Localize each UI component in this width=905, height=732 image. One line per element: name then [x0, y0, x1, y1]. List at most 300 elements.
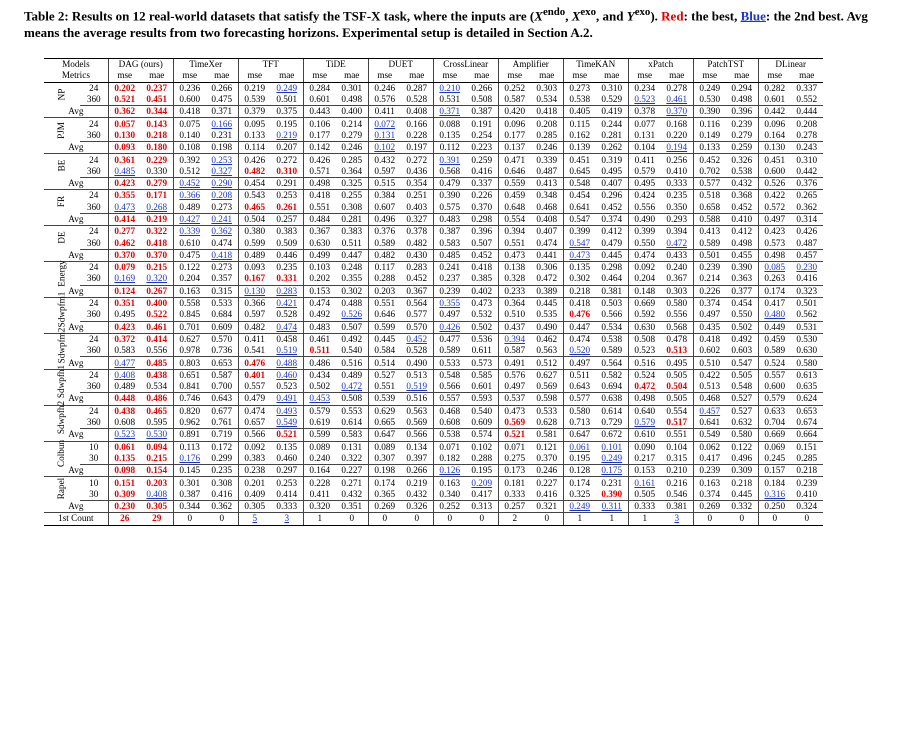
- metric-value: 0.157: [758, 465, 791, 477]
- metric-value: 0.269: [693, 500, 726, 512]
- metric-value: 0.568: [433, 166, 466, 178]
- metric-value: 0.845: [173, 309, 206, 321]
- metric-value: 0.571: [303, 166, 336, 178]
- metric-value: 0.532: [466, 309, 499, 321]
- metric-value: 0.646: [498, 166, 531, 178]
- metric-value: 0.603: [726, 345, 759, 357]
- metric-value: 0.340: [433, 489, 466, 501]
- metric-value: 0.376: [791, 177, 823, 189]
- metric-value: 0.513: [693, 381, 726, 393]
- horizon-row: [44, 190, 823, 202]
- metric-value: 0.410: [726, 213, 759, 225]
- metric-header-mse: mse: [498, 70, 531, 82]
- metric-value: 0.215: [146, 262, 168, 273]
- metric-value: 0.288: [466, 453, 499, 465]
- metric-value: 0.504: [661, 381, 694, 393]
- avg-row: [44, 429, 823, 441]
- metric-value: 0.546: [661, 489, 694, 501]
- metric-value: 0.451: [758, 154, 791, 166]
- metric-value: 0.497: [693, 309, 726, 321]
- metric-value: 0.643: [206, 393, 239, 405]
- dataset-name: [44, 441, 80, 465]
- metric-value: 0.601: [758, 94, 791, 106]
- metric-value: 0.468: [693, 393, 726, 405]
- metric-value: 0.452: [406, 333, 428, 344]
- metric-value: 0.647: [368, 429, 401, 441]
- metric-value: 0.580: [791, 357, 823, 369]
- metric-value: 0: [758, 513, 791, 525]
- metric-value: 0.433: [661, 249, 694, 261]
- avg-label: Avg: [44, 106, 108, 118]
- metric-value: 0.383: [276, 226, 298, 237]
- metric-value: 0.226: [693, 285, 726, 297]
- model-header: DAG (ours): [108, 59, 173, 71]
- horizon-label: 24: [89, 82, 99, 93]
- metric-value: 5: [238, 513, 271, 525]
- metric-value: 0.583: [336, 429, 369, 441]
- metric-value: 0.509: [271, 237, 304, 249]
- avg-row: [44, 321, 823, 333]
- metric-value: 0.139: [563, 142, 596, 154]
- horizon-label: 30: [80, 453, 109, 465]
- metric-value: 0.226: [471, 190, 493, 201]
- metric-value: 0.215: [141, 453, 174, 465]
- metric-value: 0.891: [173, 429, 206, 441]
- metric-value: 0.521: [108, 94, 141, 106]
- metric-value: 0.327: [206, 166, 239, 178]
- metric-value: 0.474: [628, 249, 661, 261]
- metric-value: 0.502: [303, 381, 336, 393]
- metric-value: 0.472: [336, 381, 369, 393]
- dataset-name-label: Energy: [56, 260, 67, 287]
- metric-value: 0.432: [336, 489, 369, 501]
- metric-value: 0.316: [758, 489, 791, 501]
- horizon-label: 24: [89, 405, 99, 416]
- metric-value: 0.310: [601, 82, 623, 93]
- avg-label: Avg: [44, 429, 108, 441]
- horizon-label: 360: [80, 417, 109, 429]
- metric-value: 0.465: [238, 202, 271, 214]
- metric-value: 0.355: [108, 190, 141, 202]
- metric-value: 0.423: [108, 177, 141, 189]
- metric-value: 0.174: [563, 477, 596, 489]
- metric-value: 0.962: [173, 417, 206, 429]
- avg-label: Avg: [44, 465, 108, 477]
- metric-value: 0.069: [758, 441, 791, 453]
- metric-value: 0.669: [758, 429, 791, 441]
- metric-value: 0.115: [563, 118, 596, 130]
- metric-value: 0.143: [146, 118, 168, 129]
- metric-value: 0.534: [141, 381, 174, 393]
- metric-value: 0.499: [303, 249, 336, 261]
- metric-value: 0.559: [498, 177, 531, 189]
- metric-value: 0.640: [628, 405, 661, 417]
- metric-value: 0.355: [433, 297, 466, 309]
- metric-value: 0.476: [563, 309, 596, 321]
- metric-value: 0.089: [303, 441, 336, 453]
- metric-value: 0.614: [336, 417, 369, 429]
- metric-value: 0.234: [628, 82, 661, 94]
- horizon-label: 360: [80, 202, 109, 214]
- avg-label: Avg: [44, 357, 108, 369]
- metric-value: 0.057: [108, 118, 141, 130]
- metric-value: 0.423: [108, 321, 141, 333]
- metric-value: 0.473: [498, 405, 531, 417]
- metric-value: 0.503: [601, 298, 623, 309]
- metric-value: 0.239: [433, 285, 466, 297]
- metric-value: 0.524: [758, 357, 791, 369]
- metric-value: 0.344: [141, 106, 174, 118]
- table-caption: Table 2: Results on 12 real-world datasets that satisfy the TSF-X task, where the inputs are ($X^{endo}$, $X^{exo}$, and $Y^{exo}$). Red: the best, Blue: the 2nd best. Avg means the average results from two forecasting horizons. Experimental setup is detailed in Section A.2.: [24, 6, 868, 41]
- metric-value: 0.311: [596, 500, 629, 512]
- metric-value: 0.426: [238, 154, 271, 166]
- metric-value: 0.418: [563, 297, 596, 309]
- horizon-row: [44, 118, 823, 130]
- metric-value: 0.432: [401, 489, 434, 501]
- metric-value: 0.391: [433, 154, 466, 166]
- metric-value: 0.261: [271, 202, 304, 214]
- metric-value: 0.418: [693, 333, 726, 345]
- metric-value: 0.539: [238, 94, 271, 106]
- metric-value: 0.417: [758, 297, 791, 309]
- metric-header-mse: mse: [108, 70, 141, 82]
- metric-value: 0.576: [498, 369, 531, 381]
- metric-value: 0.538: [433, 429, 466, 441]
- metric-value: 0.601: [303, 94, 336, 106]
- horizon-row: [44, 381, 823, 393]
- metric-value: 0.122: [173, 262, 206, 274]
- metric-value: 0.584: [368, 345, 401, 357]
- metric-value: 0.412: [731, 226, 753, 237]
- metric-value: 0.520: [563, 345, 596, 357]
- metric-value: 0.093: [238, 262, 271, 274]
- metric-value: 0.527: [368, 369, 401, 381]
- metric-value: 0.191: [471, 118, 493, 129]
- metric-value: 0.130: [238, 285, 271, 297]
- metric-value: 0.161: [628, 477, 661, 489]
- metric-value: 0.579: [628, 417, 661, 429]
- metric-value: 0.218: [731, 477, 753, 488]
- metric-value: 0.563: [531, 345, 564, 357]
- horizon-label: 30: [80, 489, 109, 501]
- metric-value: 0.094: [146, 441, 168, 452]
- metric-value: 0.482: [238, 166, 271, 178]
- metric-value: 0.461: [303, 333, 336, 345]
- metric-value: 0.104: [666, 441, 688, 452]
- metric-value: 0.585: [471, 369, 493, 380]
- horizon-label: 360: [80, 94, 109, 106]
- metric-value: 0.374: [693, 489, 726, 501]
- metric-value: 0.371: [433, 106, 466, 118]
- metric-value: 0.593: [466, 393, 499, 405]
- metric-value: 0.273: [563, 82, 596, 94]
- metric-value: 0.527: [726, 393, 759, 405]
- metric-value: 0.841: [173, 381, 206, 393]
- metric-value: 0.164: [303, 465, 336, 477]
- metric-value: 0.265: [796, 190, 818, 201]
- metric-value: 0.365: [368, 489, 401, 501]
- horizon-row: [44, 345, 823, 357]
- metric-value: 0.521: [498, 429, 531, 441]
- metric-value: 0.362: [211, 226, 233, 237]
- metric-value: 0.333: [661, 177, 694, 189]
- metric-value: 0.420: [498, 106, 531, 118]
- metric-value: 0.302: [563, 273, 596, 285]
- metric-value: 0.325: [336, 177, 369, 189]
- metric-value: 0.319: [601, 154, 623, 165]
- metric-value: 0.461: [661, 94, 694, 106]
- metric-value: 0.315: [206, 285, 239, 297]
- metric-value: 0.551: [303, 202, 336, 214]
- metric-value: 0.114: [238, 142, 271, 154]
- metric-value: 0.583: [433, 237, 466, 249]
- avg-row: [44, 213, 823, 225]
- metric-value: 0.408: [141, 489, 174, 501]
- metric-value: 0.362: [108, 106, 141, 118]
- metric-value: 0.449: [758, 321, 791, 333]
- metric-value: 0.551: [661, 429, 694, 441]
- metric-value: 0.426: [796, 226, 818, 237]
- results-body: [44, 82, 823, 525]
- horizon-row: [44, 226, 823, 238]
- horizon-row: [44, 441, 823, 453]
- metric-value: 0.093: [108, 142, 141, 154]
- metric-value: 0.501: [796, 298, 818, 309]
- metric-value: 0.477: [433, 333, 466, 345]
- metric-value: 0.490: [531, 321, 564, 333]
- metric-value: 0.528: [271, 309, 304, 321]
- metric-value: 0.513: [406, 369, 428, 380]
- metric-value: 0.307: [368, 453, 401, 465]
- metric-value: 0.166: [211, 118, 233, 129]
- metric-value: 0.539: [368, 393, 401, 405]
- metric-value: 0.366: [173, 190, 206, 202]
- metric-value: 0: [206, 513, 239, 525]
- metric-value: 0.257: [498, 500, 531, 512]
- metric-value: 0.521: [271, 429, 304, 441]
- horizon-label: 24: [89, 226, 99, 237]
- metric-value: 0.477: [108, 357, 141, 369]
- model-header: DLinear: [758, 59, 823, 71]
- metric-value: 0.210: [661, 465, 694, 477]
- metric-value: 0.486: [141, 393, 174, 405]
- metric-value: 0.198: [368, 465, 401, 477]
- metric-value: 0.458: [276, 333, 298, 344]
- metric-value: 0.548: [563, 177, 596, 189]
- metric-value: 0.374: [693, 297, 726, 309]
- metric-header-mse: mse: [758, 70, 791, 82]
- metric-value: 0.288: [368, 273, 401, 285]
- metric-value: 0.309: [726, 465, 759, 477]
- metric-value: 0.550: [726, 309, 759, 321]
- metric-value: 0.564: [596, 357, 629, 369]
- metric-value: 0.566: [238, 429, 271, 441]
- metric-value: 0.531: [433, 94, 466, 106]
- metric-value: 0.176: [173, 453, 206, 465]
- metric-value: 0.534: [531, 94, 564, 106]
- metric-value: 0.367: [303, 226, 336, 238]
- metric-value: 0.505: [731, 369, 753, 380]
- metric-value: 0.279: [336, 130, 369, 142]
- metric-value: 0: [693, 513, 726, 525]
- metric-value: 0.643: [563, 381, 596, 393]
- dataset-name: [44, 364, 80, 398]
- metric-value: 0.135: [433, 130, 466, 142]
- metric-value: 0.489: [341, 369, 363, 380]
- metric-value: 0.572: [758, 202, 791, 214]
- metric-value: 0.121: [536, 441, 558, 452]
- metric-value: 0.551: [498, 237, 531, 249]
- metric-value: 0.238: [238, 465, 271, 477]
- metric-value: 0.587: [498, 345, 531, 357]
- metric-value: 0.541: [238, 345, 271, 357]
- dataset-name: [44, 327, 80, 364]
- model-header: TimeXer: [173, 59, 238, 71]
- metric-value: 0.135: [563, 262, 596, 274]
- metric-value: 0.516: [628, 357, 661, 369]
- horizon-label: 360: [80, 381, 109, 393]
- metric-value: 0.113: [173, 441, 206, 453]
- metric-value: 0.135: [276, 441, 298, 452]
- metric-value: 0.485: [108, 166, 141, 178]
- metric-value: 0.096: [498, 118, 531, 130]
- metric-value: 0.587: [498, 94, 531, 106]
- metric-value: 0.608: [433, 417, 466, 429]
- metric-value: 0.413: [531, 177, 564, 189]
- metric-value: 0.203: [368, 285, 401, 297]
- metric-value: 0.266: [211, 82, 233, 93]
- metric-value: 0.472: [531, 273, 564, 285]
- metric-value: 0.370: [108, 249, 141, 261]
- metric-value: 0.556: [628, 202, 661, 214]
- metric-value: 0.438: [108, 405, 141, 417]
- metric-value: 0.602: [693, 345, 726, 357]
- metric-value: 0.145: [173, 465, 206, 477]
- dataset-name: [44, 154, 80, 178]
- metric-value: 0.230: [108, 500, 141, 512]
- metric-value: 0.445: [726, 489, 759, 501]
- dataset-name-label: BE: [56, 160, 67, 172]
- metric-value: 0.552: [791, 94, 823, 106]
- metric-value: 0.223: [466, 142, 499, 154]
- metric-value: 0.072: [368, 118, 401, 130]
- metric-value: 0.235: [276, 262, 298, 273]
- metric-value: 0.180: [141, 142, 174, 154]
- metric-value: 0.475: [206, 94, 239, 106]
- metric-value: 0.204: [628, 273, 661, 285]
- metric-value: 0.301: [173, 477, 206, 489]
- metric-value: 0.249: [276, 82, 298, 93]
- metric-value: 0.492: [303, 309, 336, 321]
- metric-value: 0.257: [271, 213, 304, 225]
- metric-value: 0.284: [303, 82, 336, 94]
- metric-header-mse: mse: [303, 70, 336, 82]
- metric-value: 0.529: [596, 94, 629, 106]
- metric-value: 0.281: [336, 213, 369, 225]
- dataset-name-label: Sdwpfm1: [56, 291, 67, 328]
- metric-value: 0.368: [731, 190, 753, 201]
- metric-value: 0.071: [498, 441, 531, 453]
- metric-value: 0.513: [661, 345, 694, 357]
- metric-value: 0.246: [336, 142, 369, 154]
- metric-value: 0.410: [791, 489, 823, 501]
- metric-value: 0.589: [433, 345, 466, 357]
- metric-value: 0.430: [401, 249, 434, 261]
- dataset-name-label: Colbun: [56, 439, 67, 467]
- red-legend: Red: [661, 8, 684, 24]
- horizon-row: [44, 417, 823, 429]
- metric-value: 0.448: [108, 393, 141, 405]
- metric-value: 0.278: [791, 130, 823, 142]
- metric-value: 0: [791, 513, 823, 525]
- metric-value: 0.364: [498, 297, 531, 309]
- metric-value: 0.207: [271, 142, 304, 154]
- model-header: PatchTST: [693, 59, 758, 71]
- metric-value: 0.538: [563, 94, 596, 106]
- metric-value: 0.484: [303, 213, 336, 225]
- metric-value: 0.384: [368, 190, 401, 202]
- metric-value: 0.214: [693, 273, 726, 285]
- metric-value: 0.278: [666, 82, 688, 93]
- metric-header-mse: mse: [433, 70, 466, 82]
- metric-header-mae: mae: [791, 70, 823, 82]
- dataset-name: [44, 82, 80, 106]
- metric-value: 0.174: [758, 285, 791, 297]
- metric-value: 0.309: [108, 489, 141, 501]
- metric-value: 0.424: [628, 190, 661, 202]
- metric-value: 0.492: [731, 333, 753, 344]
- metric-value: 0.485: [433, 249, 466, 261]
- metric-value: 0.482: [368, 249, 401, 261]
- metric-value: 0.579: [303, 405, 336, 417]
- metric-value: 0.402: [466, 285, 499, 297]
- metric-value: 0.504: [238, 213, 271, 225]
- metric-value: 0.140: [173, 130, 206, 142]
- metric-value: 0.674: [791, 417, 823, 429]
- metric-value: 0.454: [731, 298, 753, 309]
- metric-value: 0.239: [731, 118, 753, 129]
- metric-value: 0.116: [693, 118, 726, 130]
- metric-value: 0.511: [563, 369, 596, 381]
- metric-value: 0.533: [536, 405, 558, 416]
- metric-value: 0.171: [146, 190, 168, 201]
- metric-value: 0.508: [466, 94, 499, 106]
- metric-value: 0.323: [791, 285, 823, 297]
- metric-value: 0.443: [303, 106, 336, 118]
- dataset-name-label: NP: [56, 88, 67, 101]
- metric-value: 0.624: [791, 393, 823, 405]
- dataset-name: [44, 262, 80, 286]
- metric-value: 0.492: [341, 333, 363, 344]
- dataset-name-label: Rapel: [56, 478, 67, 500]
- metric-value: 0.324: [791, 500, 823, 512]
- avg-label: Avg: [44, 285, 108, 297]
- metric-value: 0.282: [758, 82, 791, 94]
- metric-value: 0.310: [796, 154, 818, 165]
- dataset-name: [44, 226, 80, 250]
- metric-value: 0.279: [141, 177, 174, 189]
- metric-value: 0.298: [466, 213, 499, 225]
- metric-value: 0.418: [531, 106, 564, 118]
- metric-value: 0.306: [536, 262, 558, 273]
- metric-value: 0.432: [368, 154, 401, 166]
- metric-value: 0.566: [433, 381, 466, 393]
- metric-value: 0.478: [666, 333, 688, 344]
- metric-value: 0.524: [628, 369, 661, 381]
- metric-value: 0.454: [563, 190, 596, 202]
- metric-value: 0.220: [661, 130, 694, 142]
- metric-value: 0.592: [628, 309, 661, 321]
